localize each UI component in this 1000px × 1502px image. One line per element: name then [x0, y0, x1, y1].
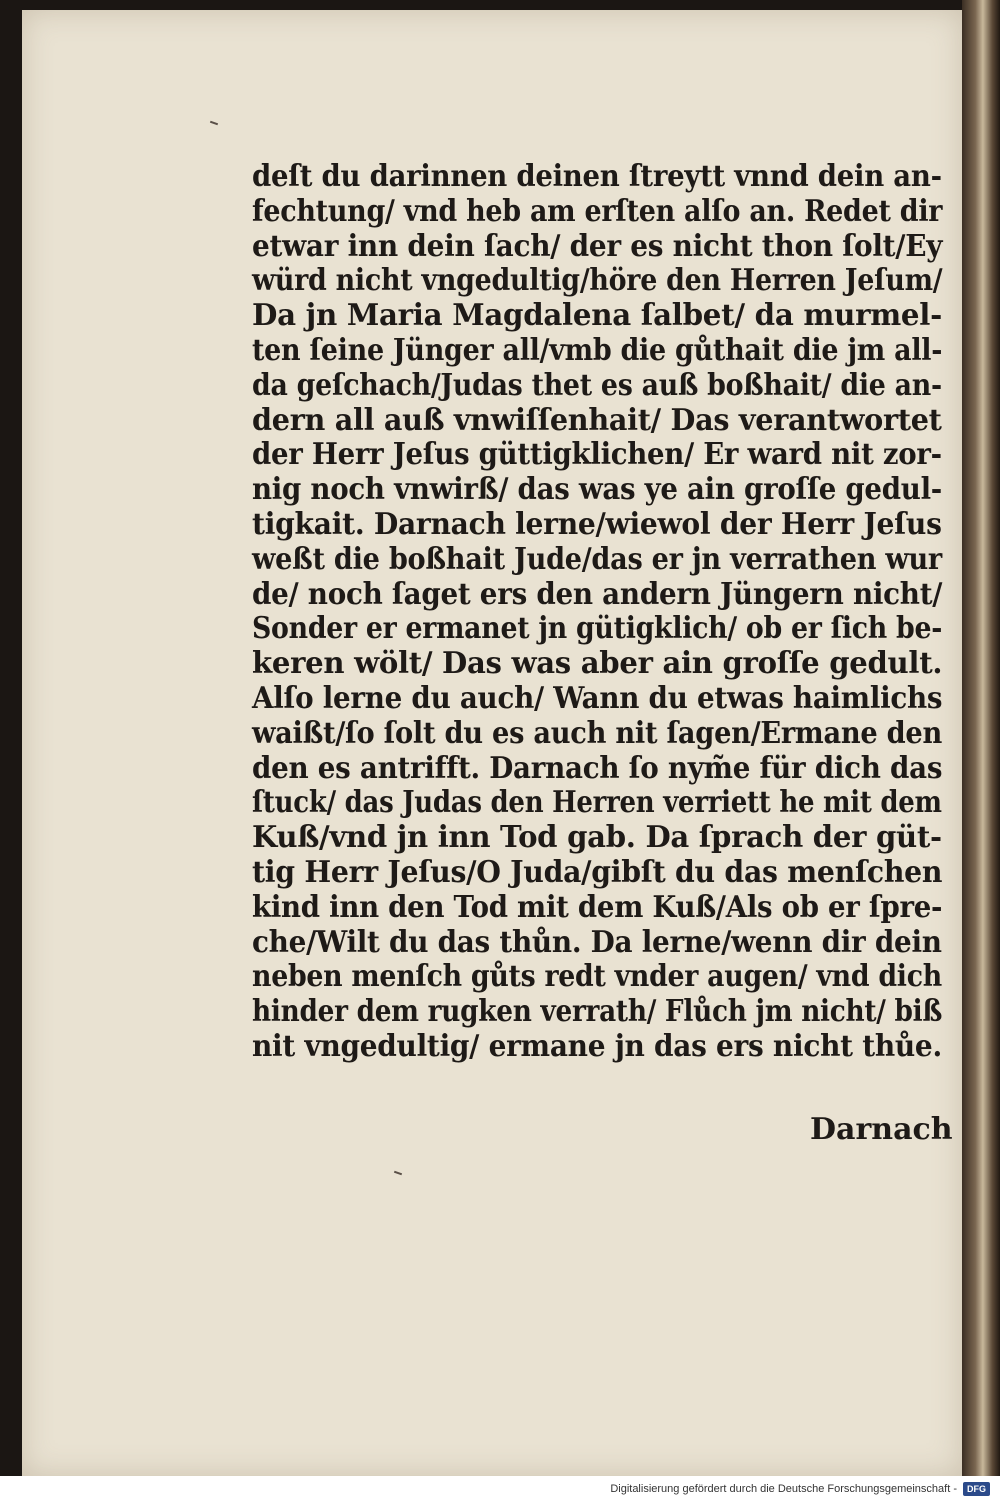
book-edge [962, 0, 1000, 1476]
text-line: fechtung/ vnd heb am erſten alſo an. Redet dir [252, 193, 943, 229]
text-line: neben menſch gůts redt vnder augen/ vnd dich [252, 959, 942, 995]
text-line: nit vngedultig/ ermane jn das ers nicht thůe. [252, 1028, 942, 1064]
text-line: kind inn den Tod mit dem Kuß/Als ob er ſpre- [252, 889, 943, 925]
footer-credit: Digitalisierung gefördert durch die Deutsche Forschungsgemeinschaft - [610, 1483, 957, 1495]
catchword: Darnach [810, 1112, 953, 1147]
text-line: che/Wilt du das thůn. Da lerne/wenn dir dein [252, 924, 942, 960]
text-line: keren wölt/ Das was aber ain groſſe gedult. [252, 646, 943, 682]
text-line: Kuß/vnd jn inn Tod gab. Da ſprach der güt- [252, 820, 942, 856]
text-line: den es antrifft. Darnach ſo nym̃e für dich das [252, 750, 943, 786]
text-line: ten ſeine Jünger all/vmb die gůthait die jm all- [252, 332, 943, 368]
text-line: Alſo lerne du auch/ Wann du etwas haimlichs [252, 680, 943, 716]
paper-speck [210, 121, 218, 126]
text-line: hinder dem rugken verrath/ Flůch jm nicht/ biß [252, 994, 943, 1030]
text-line: Sonder er ermanet jn gütigklich/ ob er ſich be- [252, 611, 943, 647]
text-line: waißt/ſo ſolt du es auch nit ſagen/Ermane den [252, 715, 943, 751]
page-text [252, 160, 948, 1065]
text-line: Da jn Maria Magdalena ſalbet/ da murmel- [252, 298, 942, 334]
text-line: der Herr Jeſus güttigklichen/ Er ward nit zor- [252, 437, 942, 473]
text-line: da geſchach/Judas thet es auß boßhait/ die an- [252, 367, 942, 403]
text-line: weßt die boßhait Jude/das er jn verrathen wur [252, 541, 942, 577]
text-line: ſtuck/ das Judas den Herren verriett he mit dem [252, 785, 942, 821]
dfg-logo: DFG [963, 1482, 990, 1496]
text-line: de/ noch ſaget ers den andern Jüngern nicht/ [252, 576, 943, 612]
text-line: deſt du darinnen deinen ſtreytt vnnd dein an- [252, 159, 942, 194]
paper-speck [394, 1171, 402, 1176]
footer [0, 1476, 1000, 1502]
text-line: dern all auß vnwiſſenhait/ Das verantwortet [252, 402, 942, 438]
text-line: tigkait. Darnach lerne/wiewol der Herr Jeſus [252, 506, 942, 542]
text-line: nig noch vnwirß/ das was ye ain groſſe gedul- [252, 472, 942, 508]
text-line: würd nicht vngedultig/höre den Herren Jeſum/ [252, 263, 943, 299]
text-line: tig Herr Jeſus/O Juda/gibſt du das menſchen [252, 854, 943, 890]
text-line: etwar inn dein ſach/ der es nicht thon ſolt/Ey [252, 228, 943, 264]
